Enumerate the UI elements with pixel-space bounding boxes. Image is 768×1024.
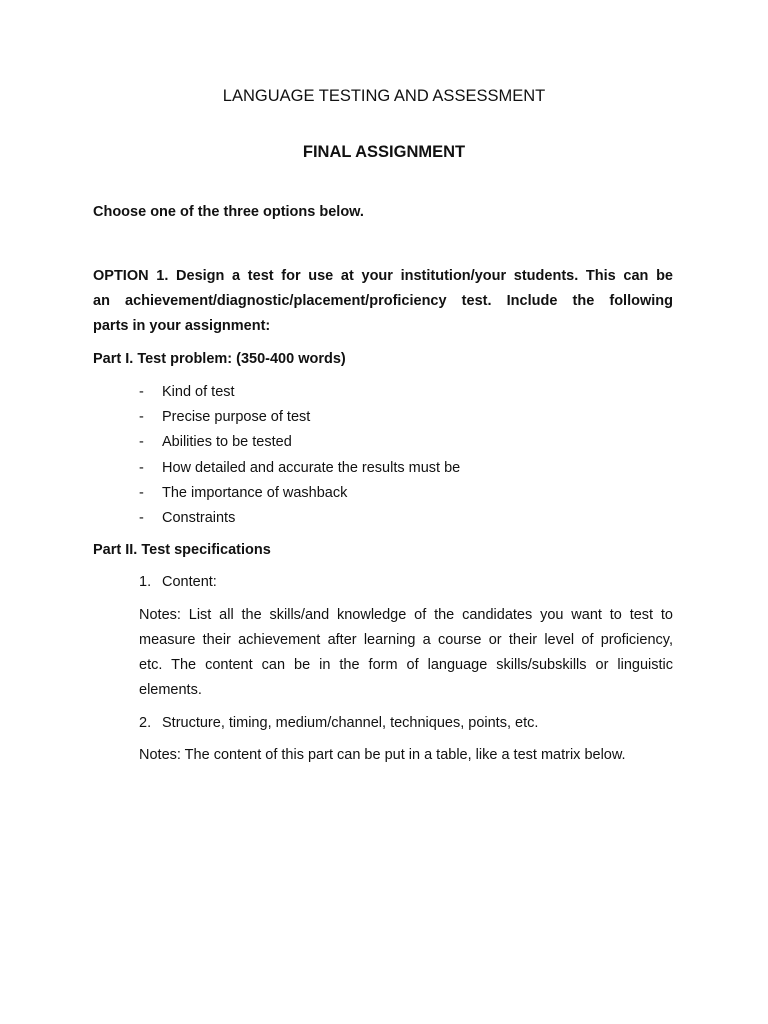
dash-bullet: - — [139, 459, 144, 476]
notes2-text: Notes: The content of this part can be put in a table, like a test matrix below. — [139, 747, 626, 763]
list-item-text: How detailed and accurate the results must be — [162, 459, 461, 476]
list-item — [139, 458, 460, 483]
numbered-item-structure — [139, 715, 538, 731]
list-item — [139, 407, 460, 432]
dash-bullet: - — [139, 434, 144, 451]
option1-line: an achievement/diagnostic/placement/proficiency test. Include the following — [93, 293, 673, 309]
option1-line: parts in your assignment: — [93, 318, 271, 334]
instruction-text: Choose one of the three options below. — [93, 204, 364, 220]
option1-paragraph — [93, 264, 673, 339]
list-item — [139, 432, 460, 457]
item-number: 2. — [139, 715, 152, 731]
notes1-line: etc. The content can be in the form of language skills/subskills or linguistic — [139, 657, 673, 673]
list-item-text: Precise purpose of test — [162, 409, 311, 426]
list-item — [139, 508, 460, 533]
list-item — [139, 382, 460, 407]
list-item-text: Abilities to be tested — [162, 434, 292, 451]
dash-bullet: - — [139, 484, 144, 501]
part1-bullet-list — [139, 382, 460, 533]
dash-bullet: - — [139, 509, 144, 526]
assignment-title: FINAL ASSIGNMENT — [302, 143, 466, 161]
list-item-text: The importance of washback — [162, 484, 348, 501]
item-number: 1. — [139, 574, 152, 590]
part1-heading: Part I. Test problem: (350-400 words) — [93, 351, 346, 367]
notes1-line: measure their achievement after learning a course or their level of proficiency, — [139, 632, 673, 648]
part2-heading: Part II. Test specifications — [93, 542, 271, 558]
dash-bullet: - — [139, 409, 144, 426]
course-title: LANGUAGE TESTING AND ASSESSMENT — [222, 87, 546, 105]
notes1-paragraph — [139, 603, 673, 703]
list-item — [139, 483, 460, 508]
dash-bullet: - — [139, 384, 144, 400]
notes1-line: elements. — [139, 682, 202, 698]
item-label: Content: — [162, 574, 217, 590]
item-label: Structure, timing, medium/channel, techniques, points, etc. — [162, 715, 539, 731]
notes1-line: Notes: List all the skills/and knowledge of the candidates you want to test to — [139, 607, 673, 623]
numbered-item-content — [139, 574, 217, 590]
list-item-text: Kind of test — [162, 384, 235, 400]
list-item-text: Constraints — [162, 509, 236, 526]
option1-line: OPTION 1. Design a test for use at your institution/your students. This can be — [93, 268, 673, 284]
